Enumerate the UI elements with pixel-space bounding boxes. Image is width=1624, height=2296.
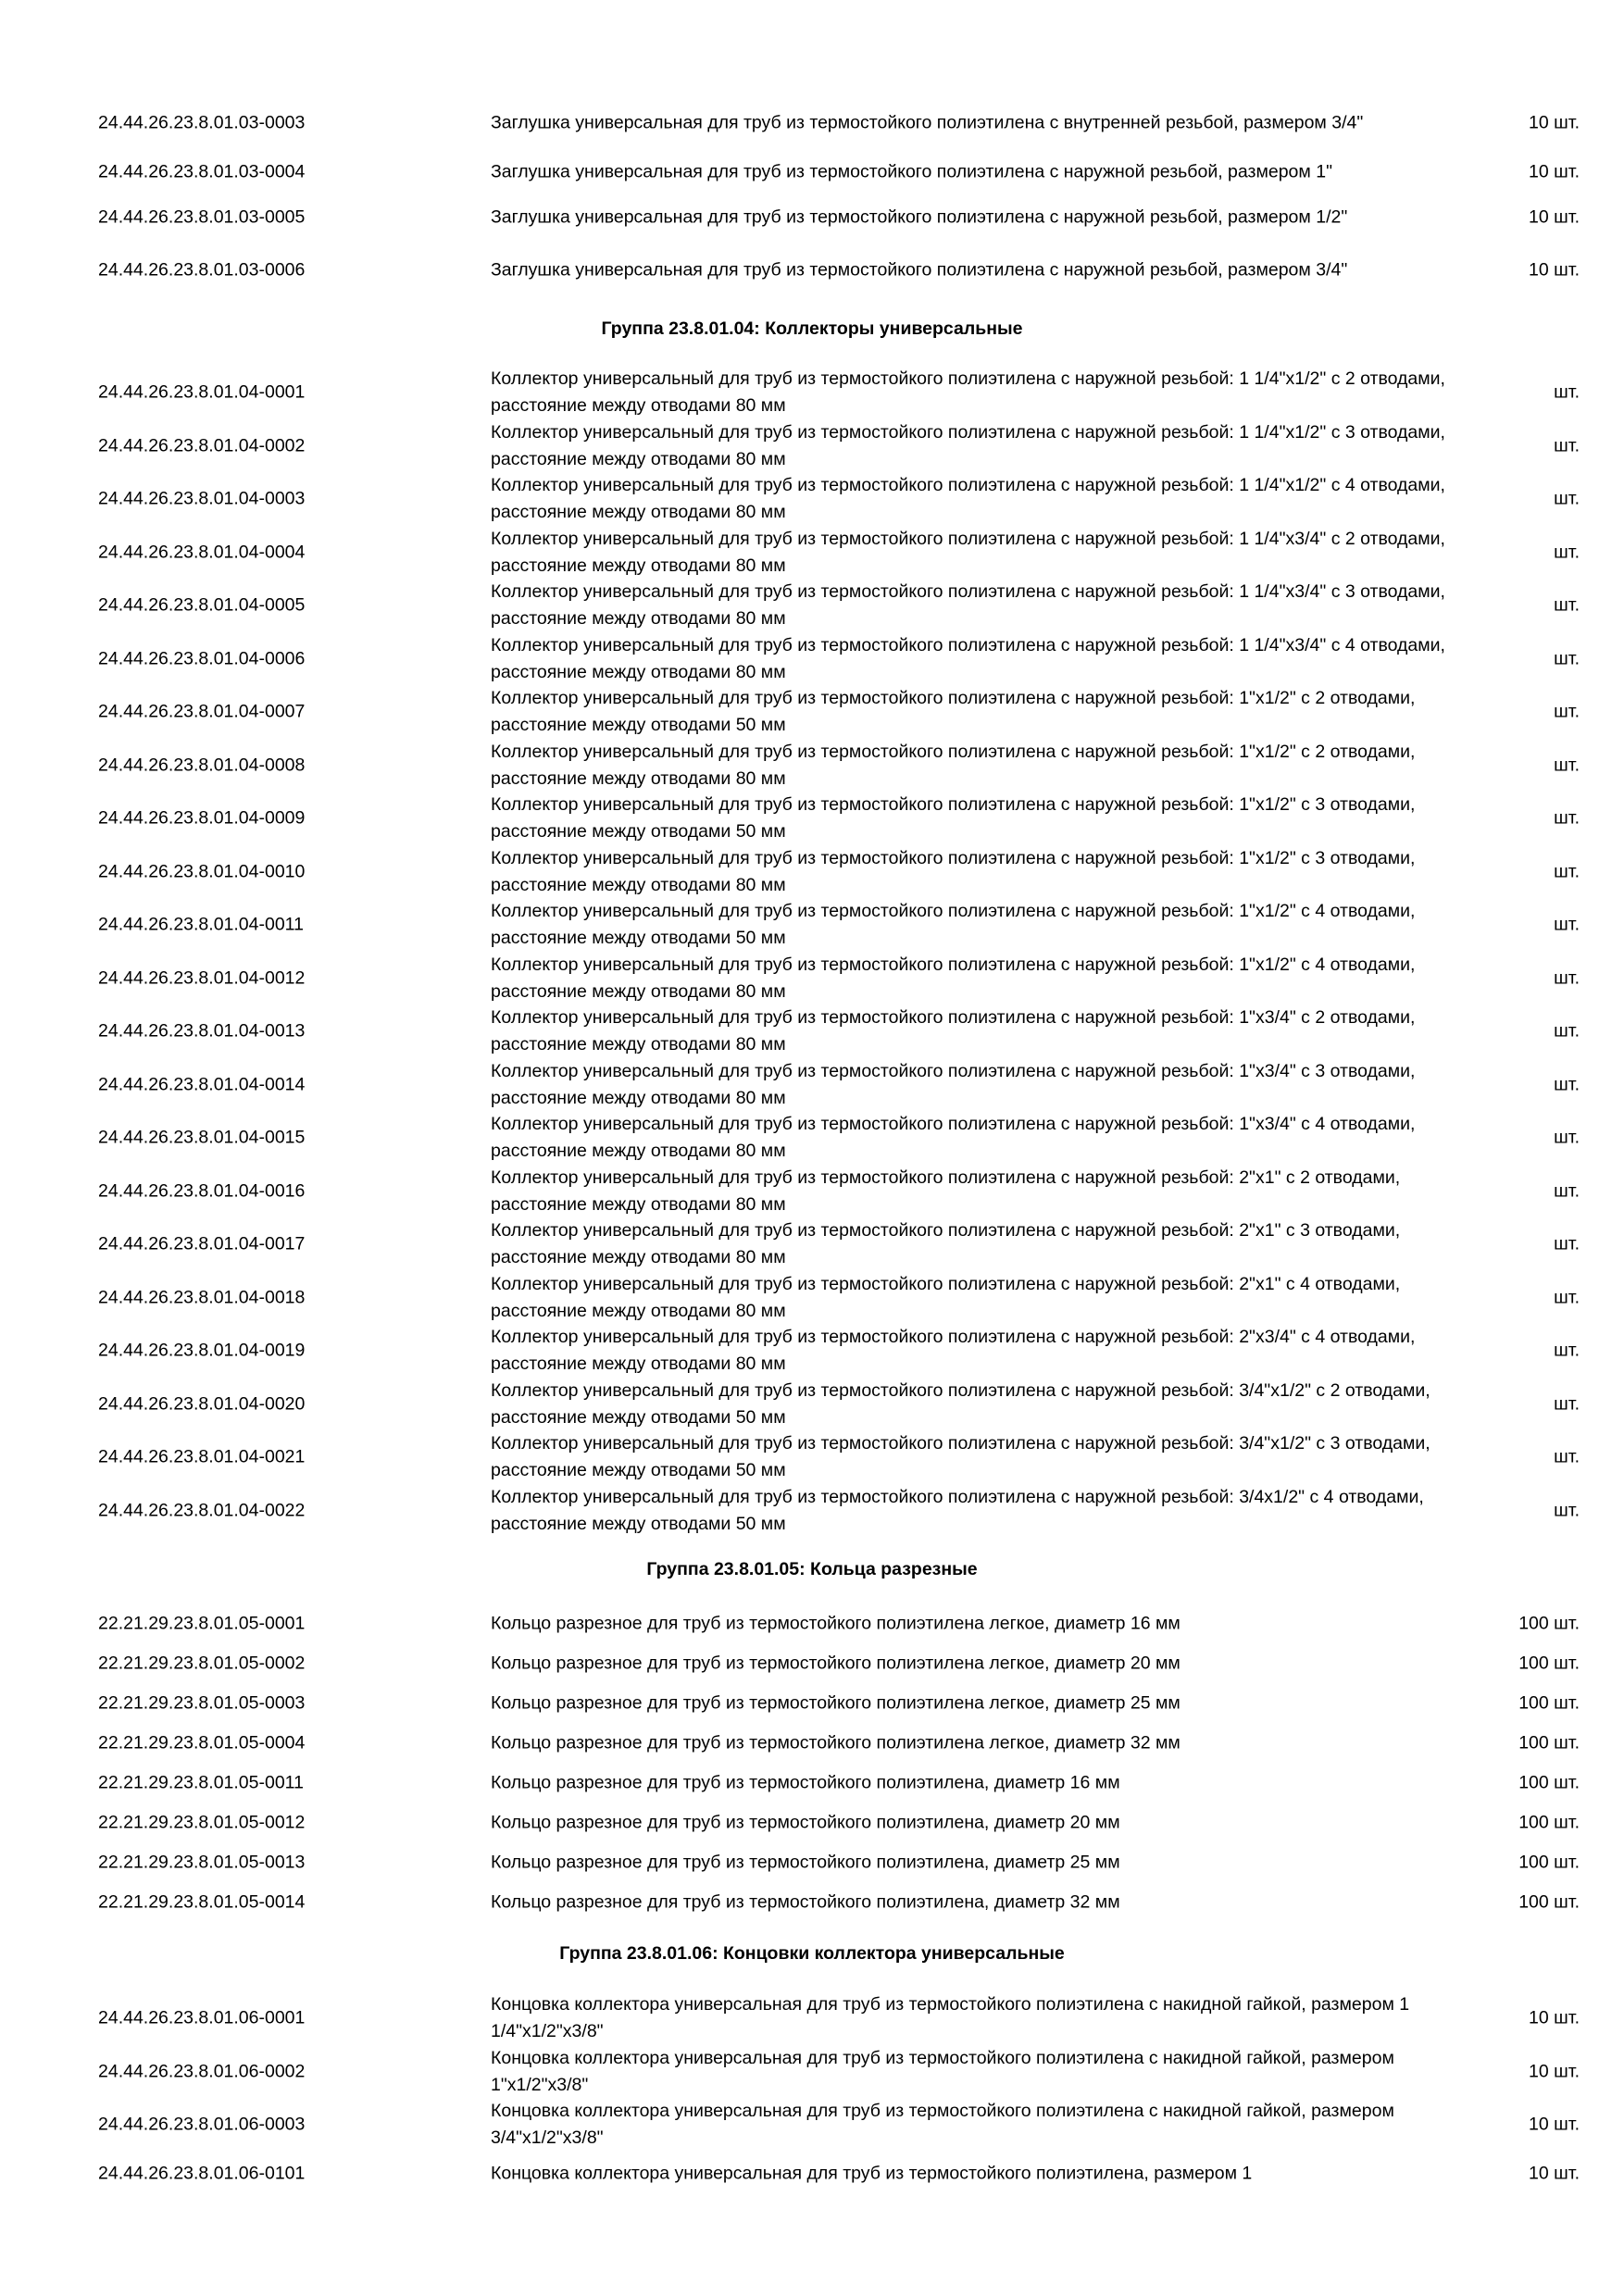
row-code: 24.44.26.23.8.01.06-0003 xyxy=(98,2114,306,2135)
row-description: Коллектор универсальный для труб из термостойкого полиэтилена с наружной резьбой: 1"х1/2" с 3 отводами, расстояние между отводами 50 мм xyxy=(491,794,1416,842)
row-description: Коллектор универсальный для труб из термостойкого полиэтилена с наружной резьбой: 1"х1/2" с 2 отводами, расстояние между отводами 50 мм xyxy=(491,688,1416,735)
row-description: Коллектор универсальный для труб из термостойкого полиэтилена с наружной резьбой: 1"х3/4" с 2 отводами, расстояние между отводами 80 мм xyxy=(491,1007,1416,1054)
group-heading: Группа 23.8.01.06: Концовки коллектора универсальные xyxy=(559,1943,1065,1964)
table-row xyxy=(0,1847,1624,1878)
row-description: Коллектор универсальный для труб из термостойкого полиэтилена с наружной резьбой: 1 1/4"х1/2" с 3 отводами, расстояние между отводами 80 мм xyxy=(491,422,1445,469)
row-unit: шт. xyxy=(1554,1340,1580,1361)
row-code: 22.21.29.23.8.01.05-0002 xyxy=(98,1653,306,1674)
table-row xyxy=(0,1688,1624,1719)
row-unit: шт. xyxy=(1554,1020,1580,1042)
table-row xyxy=(0,1728,1624,1759)
table-row xyxy=(0,2098,1624,2152)
table-row xyxy=(0,1324,1624,1378)
row-code: 24.44.26.23.8.01.04-0015 xyxy=(98,1127,306,1148)
table-row xyxy=(0,1217,1624,1271)
row-unit: 100 шт. xyxy=(1518,1732,1580,1753)
row-code: 24.44.26.23.8.01.04-0011 xyxy=(98,914,304,935)
group-heading: Группа 23.8.01.05: Кольца разрезные xyxy=(646,1559,978,1579)
row-unit: шт. xyxy=(1554,435,1580,456)
row-code: 24.44.26.23.8.01.06-0101 xyxy=(98,2163,306,2184)
row-code: 22.21.29.23.8.01.05-0013 xyxy=(98,1852,306,1873)
row-code: 24.44.26.23.8.01.04-0003 xyxy=(98,488,306,509)
row-code: 24.44.26.23.8.01.04-0010 xyxy=(98,861,306,882)
row-unit: шт. xyxy=(1554,648,1580,669)
row-description: Заглушка универсальная для труб из термостойкого полиэтилена с наружной резьбой, размером 3/4" xyxy=(491,259,1348,281)
table-row xyxy=(0,472,1624,526)
row-unit: 100 шт. xyxy=(1518,1852,1580,1873)
row-description: Заглушка универсальная для труб из термостойкого полиэтилена с наружной резьбой, размером 1/2" xyxy=(491,206,1348,228)
row-unit: шт. xyxy=(1554,1127,1580,1148)
row-code: 24.44.26.23.8.01.04-0018 xyxy=(98,1287,306,1308)
row-description: Коллектор универсальный для труб из термостойкого полиэтилена с наружной резьбой: 3/4"х1/2" с 3 отводами, расстояние между отводами 50 мм xyxy=(491,1433,1430,1480)
row-unit: 100 шт. xyxy=(1518,1891,1580,1913)
row-unit: 10 шт. xyxy=(1529,2007,1580,2028)
row-code: 24.44.26.23.8.01.04-0019 xyxy=(98,1340,306,1361)
row-unit: 100 шт. xyxy=(1518,1613,1580,1634)
row-code: 24.44.26.23.8.01.06-0001 xyxy=(98,2007,306,2028)
table-row xyxy=(0,1484,1624,1538)
row-unit: шт. xyxy=(1554,967,1580,989)
row-code: 24.44.26.23.8.01.04-0022 xyxy=(98,1500,306,1521)
table-row xyxy=(0,526,1624,580)
row-unit: шт. xyxy=(1554,381,1580,403)
row-description: Коллектор универсальный для труб из термостойкого полиэтилена с наружной резьбой: 1 1/4"х3/4" с 2 отводами, расстояние между отводами 80 мм xyxy=(491,529,1445,576)
row-unit: шт. xyxy=(1554,1074,1580,1095)
row-description: Кольцо разрезное для труб из термостойкого полиэтилена легкое, диаметр 25 мм xyxy=(491,1692,1181,1714)
row-description: Кольцо разрезное для труб из термостойкого полиэтилена легкое, диаметр 20 мм xyxy=(491,1653,1181,1674)
row-unit: шт. xyxy=(1554,488,1580,509)
row-unit: шт. xyxy=(1554,1180,1580,1202)
row-code: 22.21.29.23.8.01.05-0003 xyxy=(98,1692,306,1714)
row-code: 24.44.26.23.8.01.04-0012 xyxy=(98,967,306,989)
row-description: Коллектор универсальный для труб из термостойкого полиэтилена с наружной резьбой: 1 1/4"х3/4" с 4 отводами, расстояние между отводами 80 мм xyxy=(491,635,1445,682)
table-row xyxy=(0,191,1624,244)
row-description: Концовка коллектора универсальная для труб из термостойкого полиэтилена с накидной гайкой, размером 3/4"х1/2"х3/8" xyxy=(491,2101,1394,2148)
row-description: Концовка коллектора универсальная для труб из термостойкого полиэтилена с накидной гайкой, размером 1"х1/2"х3/8" xyxy=(491,2048,1394,2095)
row-unit: шт. xyxy=(1554,701,1580,722)
row-unit: шт. xyxy=(1554,914,1580,935)
row-code: 22.21.29.23.8.01.05-0011 xyxy=(98,1772,304,1793)
row-unit: 100 шт. xyxy=(1518,1772,1580,1793)
row-description: Заглушка универсальная для труб из термостойкого полиэтилена с наружной резьбой, размером 1" xyxy=(491,161,1332,182)
row-description: Коллектор универсальный для труб из термостойкого полиэтилена с наружной резьбой: 1"х1/2" с 2 отводами, расстояние между отводами 80 мм xyxy=(491,742,1416,789)
table-row xyxy=(0,1608,1624,1640)
row-unit: 10 шт. xyxy=(1529,2163,1580,2184)
row-description: Концовка коллектора универсальная для труб из термостойкого полиэтилена, размером 1 xyxy=(491,2163,1253,2184)
table-row xyxy=(0,792,1624,845)
table-row xyxy=(0,243,1624,297)
table-row xyxy=(0,952,1624,1005)
row-code: 24.44.26.23.8.01.06-0002 xyxy=(98,2061,306,2082)
row-unit: 10 шт. xyxy=(1529,161,1580,182)
row-code: 24.44.26.23.8.01.04-0014 xyxy=(98,1074,306,1095)
table-row xyxy=(0,1058,1624,1112)
row-code: 24.44.26.23.8.01.03-0004 xyxy=(98,161,306,182)
row-description: Кольцо разрезное для труб из термостойкого полиэтилена легкое, диаметр 32 мм xyxy=(491,1732,1181,1753)
row-unit: 10 шт. xyxy=(1529,2114,1580,2135)
table-row xyxy=(0,1111,1624,1165)
row-code: 22.21.29.23.8.01.05-0004 xyxy=(98,1732,306,1753)
row-description: Кольцо разрезное для труб из термостойкого полиэтилена, диаметр 25 мм xyxy=(491,1852,1120,1873)
table-row xyxy=(0,1767,1624,1799)
row-description: Коллектор универсальный для труб из термостойкого полиэтилена с наружной резьбой: 1"х1/2" с 4 отводами, расстояние между отводами 50 мм xyxy=(491,901,1416,948)
row-code: 24.44.26.23.8.01.04-0008 xyxy=(98,755,306,776)
row-description: Коллектор универсальный для труб из термостойкого полиэтилена с наружной резьбой: 1 1/4"х1/2" с 4 отводами, расстояние между отводами 80 мм xyxy=(491,475,1445,522)
row-unit: шт. xyxy=(1554,1446,1580,1467)
table-row xyxy=(0,1807,1624,1839)
row-unit: шт. xyxy=(1554,1500,1580,1521)
table-row xyxy=(0,1430,1624,1484)
row-unit: 100 шт. xyxy=(1518,1692,1580,1714)
group-heading: Группа 23.8.01.04: Коллекторы универсальные xyxy=(601,318,1023,339)
table-row xyxy=(0,579,1624,632)
row-code: 24.44.26.23.8.01.04-0016 xyxy=(98,1180,306,1202)
row-description: Коллектор универсальный для труб из термостойкого полиэтилена с наружной резьбой: 2"х1" с 4 отводами, расстояние между отводами 80 мм xyxy=(491,1274,1401,1321)
row-unit: шт. xyxy=(1554,594,1580,616)
row-description: Коллектор универсальный для труб из термостойкого полиэтилена с наружной резьбой: 1"х1/2" с 3 отводами, расстояние между отводами 80 мм xyxy=(491,848,1416,895)
table-row xyxy=(0,739,1624,792)
table-row xyxy=(0,2158,1624,2190)
row-code: 22.21.29.23.8.01.05-0014 xyxy=(98,1891,306,1913)
row-description: Коллектор универсальный для труб из термостойкого полиэтилена с наружной резьбой: 3/4х1/2" с 4 отводами, расстояние между отводами 50 мм xyxy=(491,1487,1424,1534)
table-row xyxy=(0,1271,1624,1325)
table-row xyxy=(0,1378,1624,1431)
table-row xyxy=(0,898,1624,952)
row-unit: шт. xyxy=(1554,542,1580,563)
row-description: Коллектор универсальный для труб из термостойкого полиэтилена с наружной резьбой: 2"х1" с 2 отводами, расстояние между отводами 80 мм xyxy=(491,1167,1401,1215)
row-code: 24.44.26.23.8.01.04-0002 xyxy=(98,435,306,456)
table-row xyxy=(0,845,1624,899)
row-unit: 10 шт. xyxy=(1529,2061,1580,2082)
row-unit: шт. xyxy=(1554,861,1580,882)
row-code: 24.44.26.23.8.01.04-0006 xyxy=(98,648,306,669)
row-unit: шт. xyxy=(1554,807,1580,829)
row-code: 24.44.26.23.8.01.03-0006 xyxy=(98,259,306,281)
row-unit: шт. xyxy=(1554,1393,1580,1415)
row-code: 24.44.26.23.8.01.03-0003 xyxy=(98,112,306,133)
row-code: 24.44.26.23.8.01.04-0001 xyxy=(98,381,306,403)
row-description: Коллектор универсальный для труб из термостойкого полиэтилена с наружной резьбой: 1"х1/2" с 4 отводами, расстояние между отводами 80 мм xyxy=(491,955,1416,1002)
row-code: 24.44.26.23.8.01.04-0004 xyxy=(98,542,306,563)
row-unit: 100 шт. xyxy=(1518,1812,1580,1833)
row-code: 24.44.26.23.8.01.04-0021 xyxy=(98,1446,306,1467)
table-row xyxy=(0,685,1624,739)
row-code: 22.21.29.23.8.01.05-0001 xyxy=(98,1613,306,1634)
row-description: Коллектор универсальный для труб из термостойкого полиэтилена с наружной резьбой: 2"х1" с 3 отводами, расстояние между отводами 80 мм xyxy=(491,1220,1401,1267)
row-code: 24.44.26.23.8.01.03-0005 xyxy=(98,206,306,228)
table-row xyxy=(0,1991,1624,2045)
row-description: Заглушка универсальная для труб из термостойкого полиэтилена с внутренней резьбой, размером 3/4" xyxy=(491,112,1364,133)
row-description: Коллектор универсальный для труб из термостойкого полиэтилена с наружной резьбой: 1"х3/4" с 3 отводами, расстояние между отводами 80 мм xyxy=(491,1061,1416,1108)
row-code: 24.44.26.23.8.01.04-0020 xyxy=(98,1393,306,1415)
table-row xyxy=(0,366,1624,419)
row-description: Концовка коллектора универсальная для труб из термостойкого полиэтилена с накидной гайкой, размером 1 1/4"х1/2"х3/8" xyxy=(491,1994,1410,2041)
table-row xyxy=(0,419,1624,473)
table-row xyxy=(0,1887,1624,1918)
row-code: 24.44.26.23.8.01.04-0009 xyxy=(98,807,306,829)
row-unit: 10 шт. xyxy=(1529,112,1580,133)
table-row xyxy=(0,632,1624,686)
table-row xyxy=(0,1165,1624,1218)
row-description: Коллектор универсальный для труб из термостойкого полиэтилена с наружной резьбой: 3/4"х1/2" с 2 отводами, расстояние между отводами 50 мм xyxy=(491,1380,1430,1428)
row-description: Коллектор универсальный для труб из термостойкого полиэтилена с наружной резьбой: 1"х3/4" с 4 отводами, расстояние между отводами 80 мм xyxy=(491,1114,1416,1161)
table-row xyxy=(0,2045,1624,2099)
row-description: Коллектор универсальный для труб из термостойкого полиэтилена с наружной резьбой: 1 1/4"х1/2" с 2 отводами, расстояние между отводами 80 мм xyxy=(491,368,1445,416)
row-unit: 100 шт. xyxy=(1518,1653,1580,1674)
row-code: 24.44.26.23.8.01.04-0007 xyxy=(98,701,306,722)
row-code: 22.21.29.23.8.01.05-0012 xyxy=(98,1812,306,1833)
table-row xyxy=(0,1648,1624,1679)
row-unit: шт. xyxy=(1554,1287,1580,1308)
row-description: Коллектор универсальный для труб из термостойкого полиэтилена с наружной резьбой: 2"х3/4" с 4 отводами, расстояние между отводами 80 мм xyxy=(491,1327,1416,1374)
row-code: 24.44.26.23.8.01.04-0005 xyxy=(98,594,306,616)
row-unit: 10 шт. xyxy=(1529,259,1580,281)
row-code: 24.44.26.23.8.01.04-0017 xyxy=(98,1233,306,1254)
row-unit: шт. xyxy=(1554,1233,1580,1254)
row-code: 24.44.26.23.8.01.04-0013 xyxy=(98,1020,306,1042)
row-description: Кольцо разрезное для труб из термостойкого полиэтилена, диаметр 20 мм xyxy=(491,1812,1120,1833)
row-description: Кольцо разрезное для труб из термостойкого полиэтилена, диаметр 32 мм xyxy=(491,1891,1120,1913)
row-unit: 10 шт. xyxy=(1529,206,1580,228)
table-row xyxy=(0,157,1624,187)
row-description: Кольцо разрезное для труб из термостойкого полиэтилена, диаметр 16 мм xyxy=(491,1772,1120,1793)
row-unit: шт. xyxy=(1554,755,1580,776)
row-description: Коллектор универсальный для труб из термостойкого полиэтилена с наружной резьбой: 1 1/4"х3/4" с 3 отводами, расстояние между отводами 80 мм xyxy=(491,581,1445,629)
table-row xyxy=(0,96,1624,150)
table-row xyxy=(0,1004,1624,1058)
row-description: Кольцо разрезное для труб из термостойкого полиэтилена легкое, диаметр 16 мм xyxy=(491,1613,1181,1634)
